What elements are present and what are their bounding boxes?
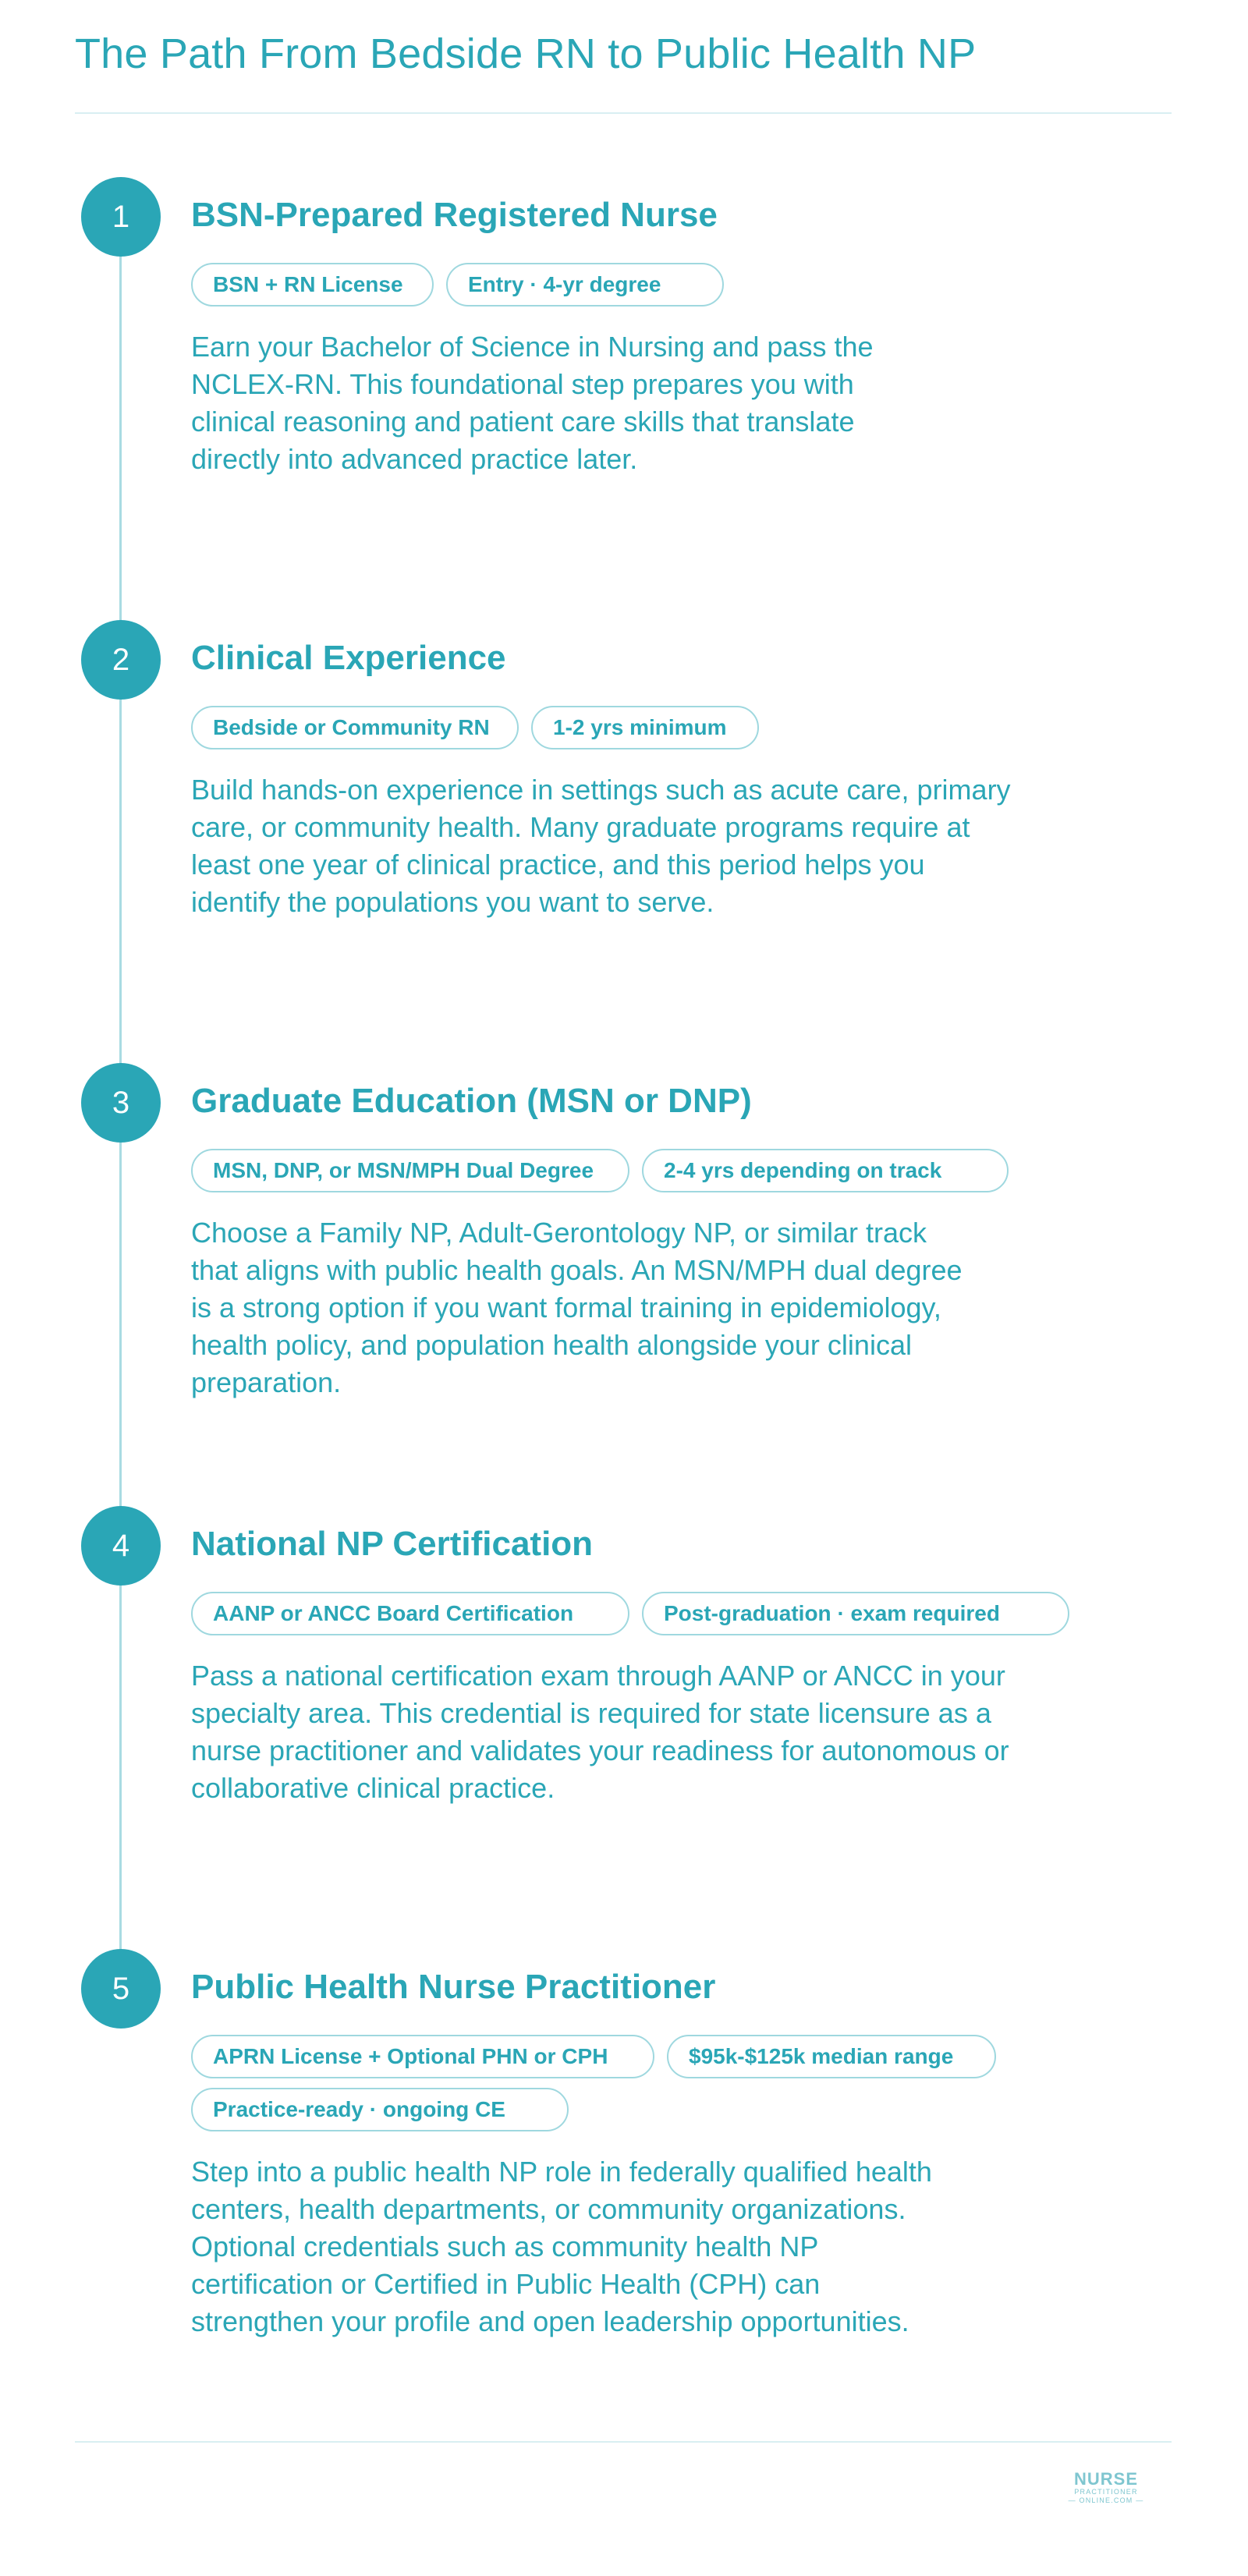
step-description: Choose a Family NP, Adult-Gerontology NP, or similar track that aligns with public health goals. An MSN/MPH dual degree is a strong option if you want formal training in epidemiology, health policy, and population health alongside your clinical preparation. — [191, 1217, 963, 1398]
step-number-badge: 3 — [81, 1063, 161, 1143]
step-number-badge: 2 — [81, 620, 161, 700]
step-title: Clinical Experience — [191, 639, 506, 677]
step-number-badge: 5 — [81, 1949, 161, 2029]
tag-pill: BSN + RN License — [191, 263, 434, 306]
step-tags — [191, 263, 1127, 306]
step-description: Build hands-on experience in settings such as acute care, primary care, or community health. Many graduate programs require at least one year of clinical practice, and this period helps you identify the populations you want to serve. — [191, 774, 1011, 918]
tag-pill: MSN, DNP, or MSN/MPH Dual Degree — [191, 1149, 629, 1192]
step-tags — [191, 1149, 1127, 1192]
step-description: Earn your Bachelor of Science in Nursing and pass the NCLEX-RN. This foundational step prepares you with clinical reasoning and patient care skills that translate directly into advanced practice later. — [191, 331, 874, 475]
tag-pill: APRN License + Optional PHN or CPH — [191, 2035, 654, 2078]
page-title: The Path From Bedside RN to Public Health NP — [75, 30, 977, 77]
step-description: Pass a national certification exam through AANP or ANCC in your specialty area. This credential is required for state licensure as a nurse practitioner and validates your readiness for autonomous or collaborative clinical practice. — [191, 1660, 1009, 1804]
step-number-badge: 1 — [81, 177, 161, 257]
logo-subline: PRACTITIONER — [1074, 2488, 1138, 2496]
step-title: Graduate Education (MSN or DNP) — [191, 1082, 752, 1120]
footer-divider — [75, 2441, 1172, 2443]
step-title: National NP Certification — [191, 1525, 594, 1563]
step-tags — [191, 2035, 1065, 2131]
tag-pill: Post-graduation · exam required — [642, 1592, 1069, 1635]
logo-domain: — ONLINE.COM — — [1068, 2496, 1144, 2504]
step-number-badge: 4 — [81, 1506, 161, 1586]
tag-pill: AANP or ANCC Board Certification — [191, 1592, 629, 1635]
step-tags — [191, 1592, 1127, 1635]
step-tags — [191, 706, 1127, 749]
tag-pill: $95k-$125k median range — [667, 2035, 996, 2078]
tag-pill: Practice-ready · ongoing CE — [191, 2088, 569, 2131]
tag-pill: Entry · 4-yr degree — [446, 263, 724, 306]
tag-pill: 2-4 yrs depending on track — [642, 1149, 1009, 1192]
logo-wordmark: NURSE — [1073, 2469, 1138, 2489]
header-divider — [75, 112, 1172, 114]
step-title: BSN-Prepared Registered Nurse — [191, 196, 718, 234]
tag-pill: 1-2 yrs minimum — [531, 706, 759, 749]
step-title: Public Health Nurse Practitioner — [191, 1968, 716, 2006]
tag-pill: Bedside or Community RN — [191, 706, 519, 749]
brand-logo — [1062, 2471, 1150, 2505]
step-description: Step into a public health NP role in federally qualified health centers, health departments, or community organizations. Optional credentials such as community health NP certification or Certified in Public Health (CPH) can strengthen your profile and open leadership opportunities. — [191, 2156, 932, 2337]
